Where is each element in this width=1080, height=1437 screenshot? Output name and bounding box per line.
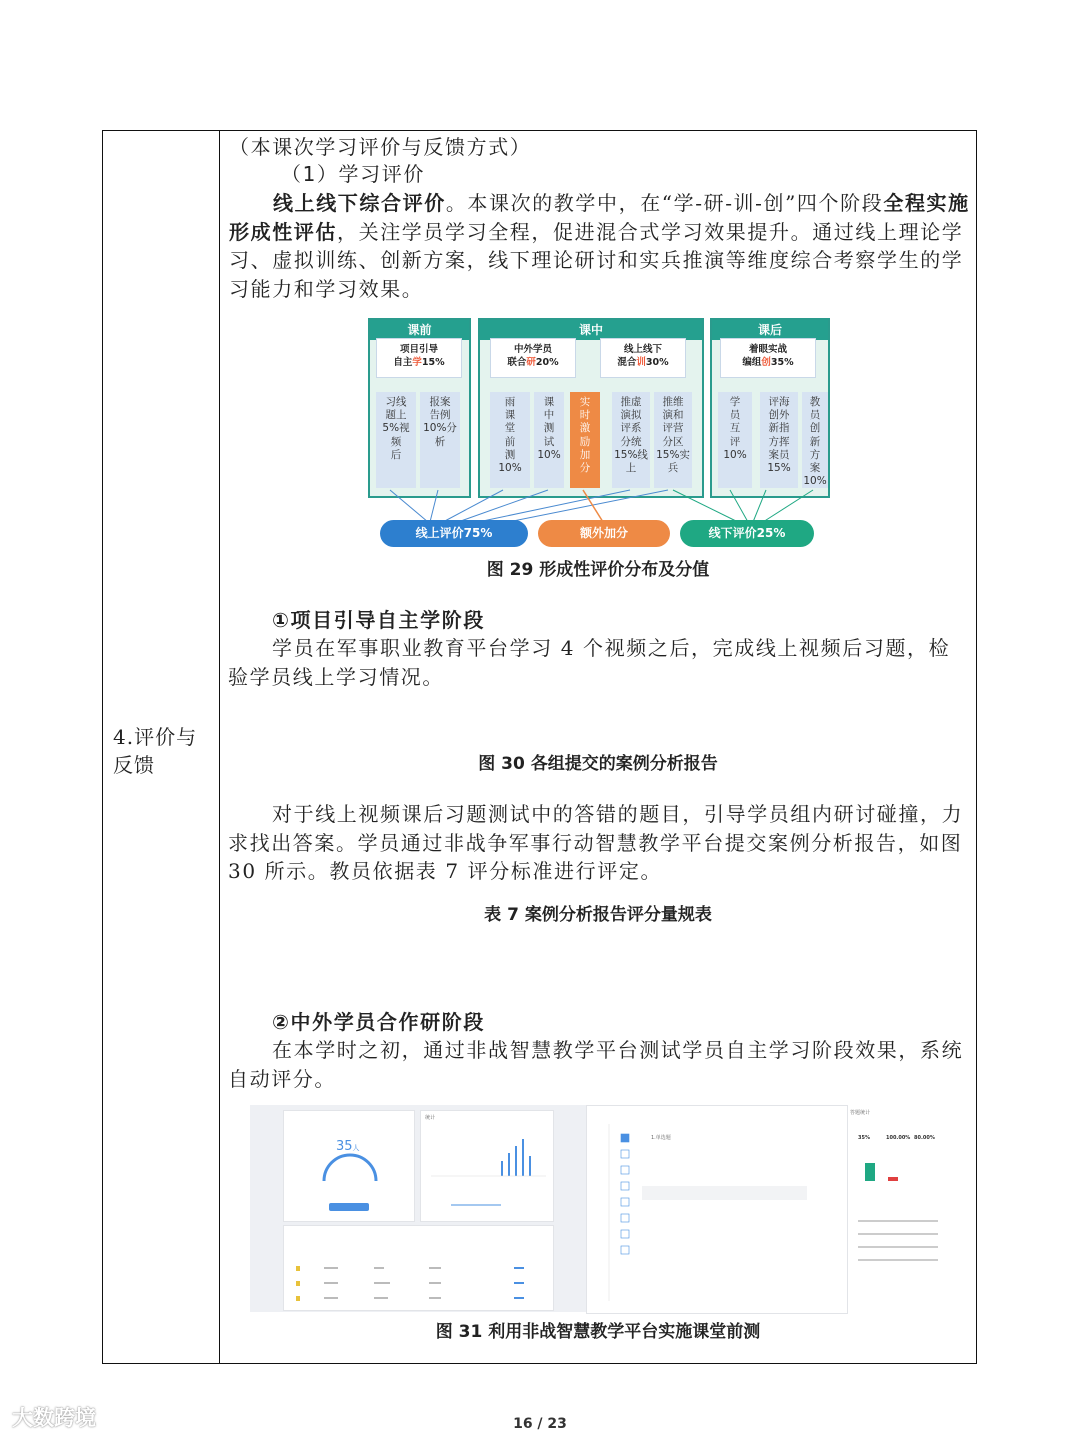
score-item-2: 报案 告例 10%分 析	[420, 392, 460, 488]
stat-1: 35%	[858, 1135, 870, 1141]
score-item-3: 雨 课 堂 前 测 10%	[490, 392, 530, 488]
answer-mini-chart	[848, 1105, 950, 1312]
watermark-logo: 大数跨境	[12, 1406, 96, 1430]
page-number: 16 / 23	[513, 1416, 567, 1432]
score-item-6: 推虚 演拟 评系 分统 15%线 上	[612, 392, 650, 488]
connector-lines	[368, 314, 830, 550]
student-count: 35人	[336, 1139, 360, 1154]
phase-during-box: 课中	[478, 318, 704, 498]
row-label-line2: 反馈	[113, 753, 155, 777]
para1: 线上线下综合评价。本课次的教学中，在“学-研-训-创”四个阶段全程实施形成性评估，关注学员学习全程，促进混合式学习效果提升。通过线上理论学习、虚拟训练、创新方案，线下理论研讨和实兵推演等维度综合考察学生的学习能力和学习效果。	[229, 191, 970, 301]
stage2-title: ②中外学员合作研阶段	[272, 1010, 485, 1034]
stat-2: 100.00%	[886, 1135, 911, 1141]
figure-29	[368, 314, 830, 550]
score-item-10: 教 员 创 新 方 案 10%	[802, 392, 828, 488]
answer-panel	[848, 1105, 950, 1312]
caption-30: 图 30 各组提交的案例分析报告	[478, 754, 718, 774]
table7-caption: 表 7 案例分析报告评分量规表	[484, 905, 712, 925]
pill-extra: 额外加分	[538, 520, 670, 547]
stage-create: 着眼实战 编组创35%	[720, 338, 816, 378]
score-item-9: 评海 创外 新指 方挥 案员 15%	[760, 392, 798, 488]
para1-lead: 线上线下综合评价	[273, 191, 446, 215]
count-panel	[283, 1110, 415, 1222]
pill-offline: 线下评价25%	[680, 520, 814, 547]
chart-panel	[420, 1110, 554, 1222]
stage-learn: 项目引导 自主学15%	[376, 338, 462, 378]
left-screen	[250, 1105, 586, 1312]
stat-3: 80.00%	[914, 1135, 935, 1141]
stage-research: 中外学员 联合研20%	[490, 338, 576, 378]
figure-31-screenshot	[250, 1105, 950, 1312]
chart-title: 统计	[425, 1115, 436, 1121]
row-label-line1: 4.评价与	[113, 725, 198, 749]
intro-text: （本课次学习评价与反馈方式）	[229, 135, 532, 159]
stage1-title: ①项目引导自主学阶段	[272, 608, 485, 632]
caption-31: 图 31 利用非战智慧教学平台实施课堂前测	[435, 1322, 761, 1342]
score-item-7: 推维 演和 评营 分区 15%实 兵	[654, 392, 692, 488]
answer-title: 答题统计	[850, 1110, 871, 1116]
score-item-4: 课 中 测 试 10%	[534, 392, 564, 488]
table-panel	[283, 1225, 554, 1311]
pill-online: 线上评价75%	[380, 520, 528, 547]
score-item-5: 实 时 激 励 加 分	[570, 392, 600, 488]
question-label: 1.单选题	[651, 1135, 671, 1141]
phase-before-box: 课前	[368, 318, 471, 498]
para1-bold: 全程实施形成性评估	[229, 191, 970, 244]
phase-after-box: 课后	[710, 318, 830, 498]
confirm-button[interactable]	[329, 1203, 369, 1211]
quiz-screen	[586, 1105, 848, 1314]
stage-train: 线上线下 混合训30%	[600, 338, 686, 378]
caption-29: 图 29 形成性评价分布及分值	[486, 560, 710, 580]
score-item-1: 习线 题上 5%视 频 后	[376, 392, 416, 488]
stage1-text: 学员在军事职业教育平台学习 4 个视频之后，完成线上视频后习题，检验学员线上学习情况。	[228, 636, 951, 689]
mini-bar-chart	[421, 1111, 553, 1221]
para-30: 对于线上视频课后习题测试中的答错的题目，引导学员组内研讨碰撞，力求找出答案。学员通过非战争军事行动智慧教学平台提交案例分析报告，如图 30 所示。教员依据表 7 评分标准进行评定。	[228, 802, 964, 883]
column-divider	[219, 131, 220, 1363]
score-item-8: 学 员 互 评 10%	[718, 392, 752, 488]
section1-title: （1）学习评价	[281, 162, 425, 186]
row-label	[113, 723, 213, 779]
stage2-text: 在本学时之初，通过非战智慧教学平台测试学员自主学习阶段效果，系统自动评分。	[228, 1038, 964, 1091]
